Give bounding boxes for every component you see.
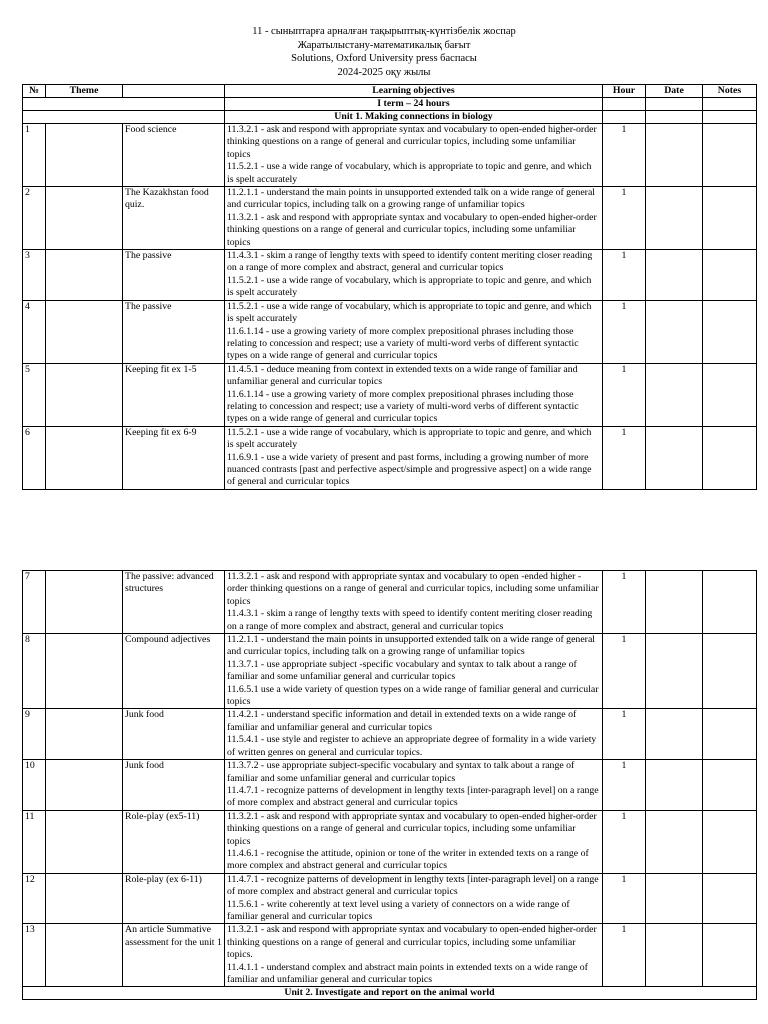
lesson-date: [646, 124, 703, 187]
empty-cell: [46, 363, 123, 426]
table-row: [23, 124, 757, 187]
lesson-theme: Junk food: [123, 709, 225, 760]
term-title: I term – 24 hours: [225, 98, 603, 111]
lesson-notes: [703, 760, 757, 811]
empty-cell: [46, 571, 123, 634]
lesson-date: [646, 250, 703, 301]
lesson-number: 7: [23, 571, 46, 634]
lesson-theme: Junk food: [123, 760, 225, 811]
lesson-notes: [703, 924, 757, 987]
lesson-theme: An article Summative assessment for the unit 1: [123, 924, 225, 987]
objective-item: 11.5.2.1 - use a wide range of vocabulary, which is appropriate to topic and genre, and which is spelt accurately: [227, 300, 592, 325]
header-publisher: Solutions, Oxford University press баспасы: [291, 53, 477, 64]
objective-item: 11.2.1.1 - understand the main points in unsupported extended talk on a wide range of general and curricular topics, including talk on a growing range of unfamiliar topics: [227, 187, 596, 211]
col-hour: Hour: [603, 85, 646, 98]
learning-objectives: [225, 709, 603, 760]
lesson-number: 3: [23, 250, 46, 301]
plan-table-page2: [22, 570, 757, 1000]
header-year: 2024-2025 оқу жылы: [337, 66, 431, 78]
lesson-number: 1: [23, 124, 46, 187]
lesson-date: [646, 924, 703, 987]
lesson-number: 13: [23, 924, 46, 987]
lesson-notes: [703, 634, 757, 709]
empty-cell: [46, 760, 123, 811]
lesson-notes: [703, 300, 757, 363]
lesson-theme: Role-play (ex 6-11): [123, 873, 225, 924]
lesson-theme: Role-play (ex5-11): [123, 810, 225, 873]
lesson-notes: [703, 810, 757, 873]
lesson-number: 11: [23, 810, 46, 873]
empty-cell: [46, 634, 123, 709]
lesson-hours: 1: [603, 810, 646, 873]
objective-item: 11.5.6.1 - write coherently at text level using a variety of connectors on a wide range of familiar general and curricular topics: [227, 898, 570, 922]
objective-item: 11.4.3.1 - skim a range of lengthy texts with speed to identify content meriting closer reading on a range of more complex and abstract, general and curricular topics: [227, 608, 593, 632]
objective-item: 11.3.7.1 - use appropriate subject -specific vocabulary and syntax to talk about a range of familiar and some unfamiliar general and curricular topics: [227, 658, 577, 683]
col-date: Date: [646, 85, 703, 98]
learning-objectives: [225, 187, 603, 250]
lesson-theme: The passive: [123, 250, 225, 301]
unit-title: Unit 2. Investigate and report on the animal world: [23, 987, 757, 1000]
empty-cell: [46, 924, 123, 987]
table-row: [23, 187, 757, 250]
lesson-hours: 1: [603, 709, 646, 760]
lesson-number: 8: [23, 634, 46, 709]
table-header-row: [23, 85, 757, 98]
lesson-notes: [703, 187, 757, 250]
lesson-hours: 1: [603, 634, 646, 709]
objective-item: 11.6.9.1 - use a wide variety of present and past forms, including a growing number of more nuanced contrasts [past and perfective aspect/simple and progressive aspect] on a wide range of general and curricular topics: [227, 451, 592, 488]
table-row: [23, 250, 757, 301]
table-row: [23, 924, 757, 987]
lesson-theme: The passive: advanced structures: [123, 571, 225, 634]
table-row: [23, 709, 757, 760]
learning-objectives: [225, 571, 603, 634]
lesson-number: 5: [23, 363, 46, 426]
unit-row: [23, 111, 757, 124]
empty-cell: [46, 873, 123, 924]
lesson-hours: 1: [603, 300, 646, 363]
empty-cell: [46, 250, 123, 301]
lesson-hours: 1: [603, 426, 646, 489]
objective-item: 11.4.6.1 - recognise the attitude, opinion or tone of the writer in extended texts on a range of more complex and abstract general and curricular topics: [227, 847, 589, 872]
objective-item: 11.3.2.1 - ask and respond with appropriate syntax and vocabulary to open-ended higher-order thinking questions on a range of general and curricular topics, including some unfamiliar topics: [227, 124, 597, 160]
lesson-theme: Food science: [123, 124, 225, 187]
empty-cell: [46, 300, 123, 363]
table-row: [23, 571, 757, 634]
learning-objectives: [225, 124, 603, 187]
learning-objectives: [225, 634, 603, 709]
table-row: [23, 873, 757, 924]
lesson-notes: [703, 250, 757, 301]
objective-item: 11.3.7.2 - use appropriate subject-specific vocabulary and syntax to talk about a range of familiar and some unfamiliar general and curricular topics: [227, 760, 575, 784]
objective-item: 11.6.5.1 use a wide variety of question types on a wide range of familiar general and curricular topics: [227, 683, 599, 708]
objective-item: 11.6.1.14 - use a growing variety of more complex prepositional phrases including those relating to concession and respect; use a variety of multi-word verbs of different syntactic types on a wide range of general and curricular topics: [227, 325, 579, 362]
unit-row: [23, 987, 757, 1000]
empty-cell: [46, 187, 123, 250]
objective-item: 11.3.2.1 - ask and respond with appropriate syntax and vocabulary to open-ended higher-order thinking questions on a range of general and curricular topics, including some unfamiliar topics: [227, 211, 597, 248]
lesson-hours: 1: [603, 760, 646, 811]
objective-item: 11.4.1.1 - understand complex and abstract main points in extended texts on a wide range of familiar and unfamiliar general and curricular topics: [227, 961, 588, 985]
objective-item: 11.5.4.1 - use style and register to achieve an appropriate degree of formality in a wide variety of written genres on general and curricular topics.: [227, 734, 597, 758]
lesson-number: 10: [23, 760, 46, 811]
table-row: [23, 300, 757, 363]
col-number: №: [23, 85, 46, 98]
lesson-hours: 1: [603, 924, 646, 987]
lesson-hours: 1: [603, 124, 646, 187]
learning-objectives: [225, 250, 603, 301]
header-direction: Жаратылыстану-математикалық бағыт: [297, 39, 471, 51]
lesson-date: [646, 760, 703, 811]
lesson-hours: 1: [603, 187, 646, 250]
lesson-date: [646, 187, 703, 250]
lesson-number: 4: [23, 300, 46, 363]
table-row: [23, 760, 757, 811]
lesson-number: 6: [23, 426, 46, 489]
lesson-notes: [703, 873, 757, 924]
unit-title: Unit 1. Making connections in biology: [225, 111, 603, 124]
lesson-theme: Keeping fit ex 1-5: [123, 363, 225, 426]
objective-item: 11.3.2.1 - ask and respond with appropriate syntax and vocabulary to open-ended higher-order thinking questions on a range of general and curricular topics, including some unfamiliar topics: [227, 810, 597, 847]
objective-item: 11.5.2.1 - use a wide range of vocabulary, which is appropriate to topic and genre, and which is spelt accurately: [227, 161, 592, 185]
objective-item: 11.2.1.1 - understand the main points in unsupported extended talk on a wide range of general and curricular topics, including talk on a growing range of unfamiliar topics: [227, 634, 596, 658]
empty-cell: [46, 426, 123, 489]
lesson-date: [646, 634, 703, 709]
table-row: [23, 426, 757, 489]
document-header: [0, 25, 768, 79]
lesson-theme: The Kazakhstan food quiz.: [123, 187, 225, 250]
lesson-date: [646, 810, 703, 873]
col-objectives: Learning objectives: [225, 85, 603, 98]
col-empty: [123, 85, 225, 98]
objective-item: 11.4.5.1 - deduce meaning from context in extended texts on a wide range of familiar and unfamiliar general and curricular topics: [227, 363, 578, 388]
lesson-notes: [703, 124, 757, 187]
objective-item: 11.4.2.1 - understand specific information and detail in extended texts on a wide range of familiar and unfamiliar general and curricular topics: [227, 709, 577, 733]
lesson-theme: Compound adjectives: [123, 634, 225, 709]
objective-item: 11.3.2.1 - ask and respond with appropriate syntax and vocabulary to open-ended higher-order thinking questions on a range of general and curricular topics, including some unfamiliar topics.: [227, 924, 597, 961]
learning-objectives: [225, 810, 603, 873]
table-row: [23, 363, 757, 426]
lesson-date: [646, 426, 703, 489]
lesson-hours: 1: [603, 873, 646, 924]
learning-objectives: [225, 426, 603, 489]
objective-item: 11.6.1.14 - use a growing variety of more complex prepositional phrases including those relating to concession and respect; use a variety of multi-word verbs of different syntactic types on a wide range of general and curricular topics: [227, 388, 579, 425]
col-notes: Notes: [703, 85, 757, 98]
lesson-date: [646, 571, 703, 634]
col-theme: Theme: [46, 85, 123, 98]
empty-cell: [46, 709, 123, 760]
header-title: 11 - сыныптарға арналған тақырыптық-күнтізбелік жоспар: [252, 26, 516, 37]
learning-objectives: [225, 873, 603, 924]
lesson-theme: The passive: [123, 300, 225, 363]
objective-item: 11.4.7.1 - recognize patterns of development in lengthy texts [inter-paragraph level] on a range of more complex and abstract general and curricular topics: [227, 784, 599, 809]
table-row: [23, 634, 757, 709]
learning-objectives: [225, 760, 603, 811]
empty-cell: [46, 810, 123, 873]
plan-table-page1: [22, 84, 757, 490]
lesson-date: [646, 873, 703, 924]
empty-cell: [46, 124, 123, 187]
objective-item: 11.5.2.1 - use a wide range of vocabulary, which is appropriate to topic and genre, and which is spelt accurately: [227, 426, 592, 451]
learning-objectives: [225, 363, 603, 426]
lesson-date: [646, 300, 703, 363]
term-row: [23, 98, 757, 111]
lesson-notes: [703, 571, 757, 634]
lesson-notes: [703, 426, 757, 489]
objective-item: 11.3.2.1 - ask and respond with appropriate syntax and vocabulary to open -ended higher -order thinking questions on a range of general and curricular topics, including some unfamiliar topics: [227, 571, 599, 607]
lesson-date: [646, 709, 703, 760]
lesson-number: 9: [23, 709, 46, 760]
objective-item: 11.5.2.1 - use a wide range of vocabulary, which is appropriate to topic and genre, and which is spelt accurately: [227, 274, 592, 299]
table-row: [23, 810, 757, 873]
lesson-notes: [703, 709, 757, 760]
lesson-theme: Keeping fit ex 6-9: [123, 426, 225, 489]
lesson-hours: 1: [603, 571, 646, 634]
objective-item: 11.4.7.1 - recognize patterns of development in lengthy texts [inter-paragraph level] on a range of more complex and abstract general and curricular topics: [227, 873, 599, 898]
learning-objectives: [225, 924, 603, 987]
learning-objectives: [225, 300, 603, 363]
lesson-notes: [703, 363, 757, 426]
lesson-number: 12: [23, 873, 46, 924]
lesson-hours: 1: [603, 250, 646, 301]
lesson-date: [646, 363, 703, 426]
lesson-hours: 1: [603, 363, 646, 426]
objective-item: 11.4.3.1 - skim a range of lengthy texts with speed to identify content meriting closer reading on a range of more complex and abstract, general and curricular topics: [227, 250, 593, 274]
lesson-number: 2: [23, 187, 46, 250]
